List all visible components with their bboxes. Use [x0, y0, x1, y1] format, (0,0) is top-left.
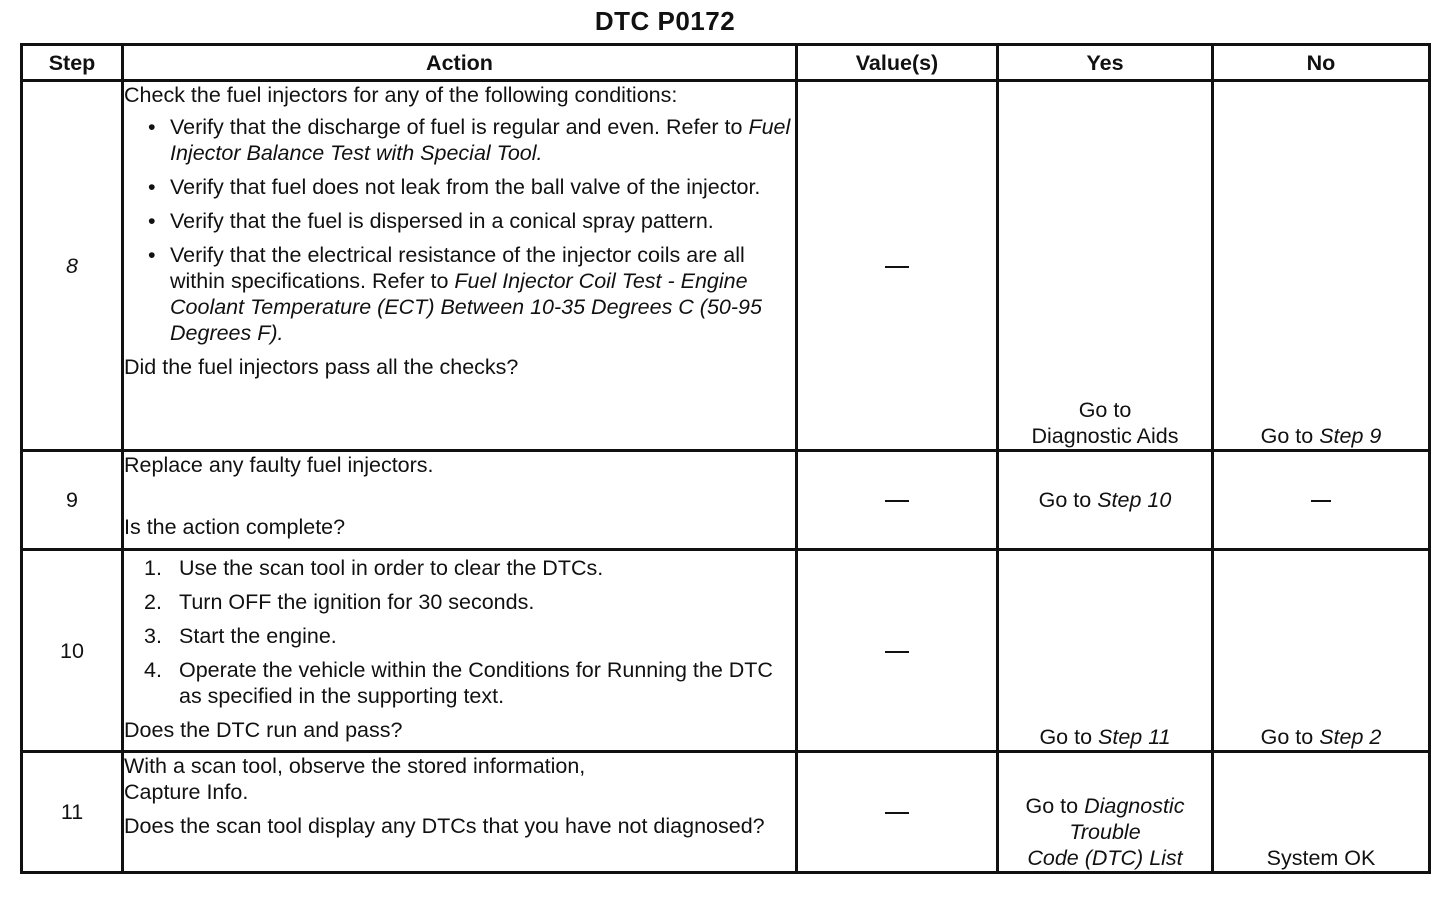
action-cell [123, 451, 797, 550]
yes-cell: Go to Step 10 [998, 451, 1213, 550]
condition-list [124, 114, 795, 346]
value-cell [797, 550, 998, 752]
step-number: 9 [22, 451, 123, 550]
table-row-step-11 [22, 752, 1430, 873]
step-number: 8 [22, 81, 123, 451]
yes-cell: Go to Diagnostic Aids [998, 81, 1213, 451]
step-number: 10 [22, 550, 123, 752]
header-yes: Yes [998, 45, 1213, 81]
action-question: Is the action complete? [124, 515, 346, 539]
action-question: Did the fuel injectors pass all the checks? [124, 355, 519, 379]
list-item: • Verify that the discharge of fuel is regular and even. Refer to Fuel Injector Balance Test with Special Tool. [124, 114, 795, 166]
value-cell [797, 81, 998, 451]
value-cell [797, 752, 998, 873]
header-action: Action [123, 45, 797, 81]
table-row-step-8 [22, 81, 1430, 451]
dash-mark [885, 651, 909, 653]
list-item: • Verify that fuel does not leak from the ball valve of the injector. [124, 174, 795, 200]
list-item: 1. Use the scan tool in order to clear the DTCs. [144, 556, 604, 580]
dash-mark [885, 266, 909, 268]
reference-link: Fuel Injector Coil Test - Engine Coolant Temperature (ECT) Between 10-35 Degrees C (50-95 Degrees F) [170, 269, 762, 345]
action-intro: Check the fuel injectors for any of the following conditions: [124, 83, 678, 107]
dash-mark [885, 812, 909, 814]
table-row-step-10 [22, 550, 1430, 752]
yes-cell: Go to Step 11 [998, 550, 1213, 752]
reference-link: Fuel Injector Balance Test with Special Tool [170, 115, 791, 165]
header-row [22, 45, 1430, 81]
list-item: • Verify that the electrical resistance of the injector coils are all within specifications. Refer to Fuel Injector Coil Test - Engine Coolant Temperature (ECT) Between 10-35 Degrees C (50-95 Degrees F). [124, 242, 795, 346]
action-cell [123, 81, 797, 451]
list-item: • Verify that the fuel is dispersed in a conical spray pattern. [124, 208, 795, 234]
dash-mark [1311, 500, 1331, 502]
dash-mark [885, 500, 909, 502]
step-number: 11 [22, 752, 123, 873]
diagnostic-table [20, 43, 1431, 874]
no-cell [1213, 451, 1430, 550]
procedure-list [124, 555, 795, 709]
list-item: 3. Start the engine. [144, 624, 337, 648]
no-cell: System OK [1213, 752, 1430, 873]
action-question: Does the scan tool display any DTCs that you have not diagnosed? [124, 814, 765, 838]
action-cell [123, 550, 797, 752]
table-row-step-9 [22, 451, 1430, 550]
list-item: 4. Operate the vehicle within the Conditions for Running the DTC as specified in the supporting text. [144, 658, 773, 708]
header-no: No [1213, 45, 1430, 81]
action-question: Does the DTC run and pass? [124, 718, 403, 742]
list-item: 2. Turn OFF the ignition for 30 seconds. [144, 590, 535, 614]
no-cell: Go to Step 2 [1213, 550, 1430, 752]
no-cell: Go to Step 9 [1213, 81, 1430, 451]
header-step: Step [22, 45, 123, 81]
header-values: Value(s) [797, 45, 998, 81]
yes-cell: Go to Diagnostic Trouble Code (DTC) List [998, 752, 1213, 873]
action-cell: With a scan tool, observe the stored information, Capture Info. Does the scan tool display any DTCs that you have not diagnosed? [123, 752, 797, 873]
action-text: Replace any faulty fuel injectors. [124, 453, 434, 477]
page-title: DTC P0172 [594, 6, 736, 36]
value-cell [797, 451, 998, 550]
